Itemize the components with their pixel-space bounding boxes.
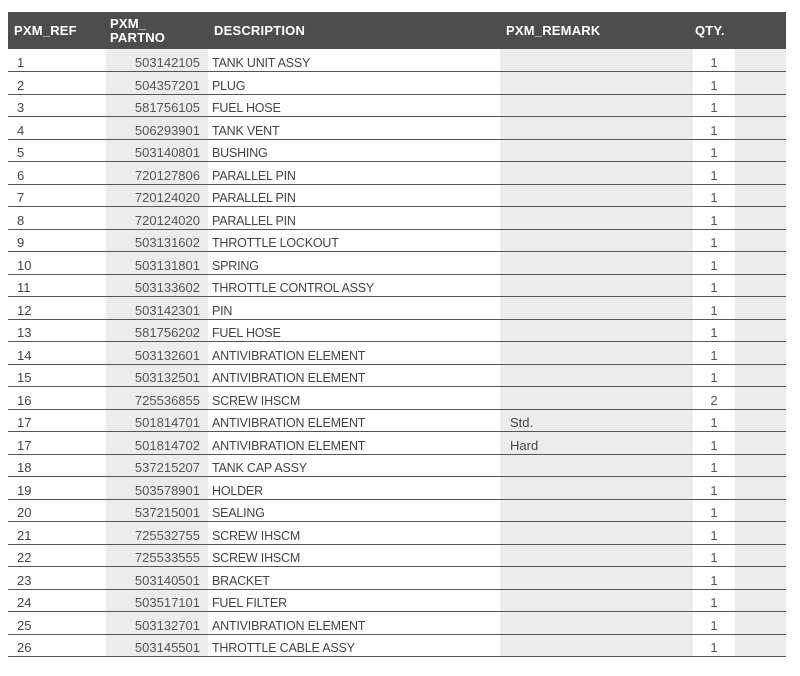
description-cell: HOLDER: [208, 477, 500, 500]
partno-cell: 503131602: [106, 229, 208, 252]
description-cell: TANK CAP ASSY: [208, 454, 500, 477]
qty-cell: 1: [693, 432, 735, 455]
partno-cell: 503142301: [106, 297, 208, 320]
ref-cell: 14: [8, 342, 106, 365]
qty-cell: 1: [693, 477, 735, 500]
ref-cell: 5: [8, 139, 106, 162]
remark-cell: [500, 319, 693, 342]
table-row: [8, 567, 786, 590]
description-cell: PLUG: [208, 72, 500, 95]
partno-cell: 501814702: [106, 432, 208, 455]
blank-cell: [735, 162, 786, 185]
blank-cell: [735, 522, 786, 545]
remark-cell: [500, 184, 693, 207]
header-description: DESCRIPTION: [214, 22, 306, 38]
ref-cell: 23: [8, 567, 106, 590]
blank-cell: [735, 612, 786, 635]
remark-cell: [500, 139, 693, 162]
remark-cell: [500, 49, 693, 72]
table-row: [8, 139, 786, 162]
header-blank: [735, 12, 786, 49]
description-cell: FUEL HOSE: [208, 319, 500, 342]
table-row: [8, 72, 786, 95]
qty-cell: 1: [693, 342, 735, 365]
partno-cell: 537215001: [106, 499, 208, 522]
qty-cell: 1: [693, 589, 735, 612]
description-cell: FUEL HOSE: [208, 94, 500, 117]
qty-cell: 1: [693, 612, 735, 635]
description-cell: ANTIVIBRATION ELEMENT: [208, 409, 500, 432]
blank-cell: [735, 432, 786, 455]
partno-cell: 503131801: [106, 252, 208, 275]
qty-cell: 1: [693, 544, 735, 567]
header-partno-line2: PARTNO: [110, 29, 166, 45]
table-row: [8, 387, 786, 410]
qty-cell: 1: [693, 522, 735, 545]
table-row: [8, 229, 786, 252]
description-cell: THROTTLE CONTROL ASSY: [208, 274, 500, 297]
parts-table-container: [8, 12, 786, 657]
remark-cell: [500, 364, 693, 387]
qty-cell: 1: [693, 184, 735, 207]
partno-cell: 503145501: [106, 634, 208, 657]
table-row: [8, 589, 786, 612]
description-cell: ANTIVIBRATION ELEMENT: [208, 342, 500, 365]
blank-cell: [735, 139, 786, 162]
qty-cell: 1: [693, 72, 735, 95]
blank-cell: [735, 252, 786, 275]
remark-cell: [500, 612, 693, 635]
remark-cell: [500, 522, 693, 545]
remark-cell: [500, 274, 693, 297]
table-row: [8, 252, 786, 275]
partno-cell: 725533555: [106, 544, 208, 567]
qty-cell: 1: [693, 162, 735, 185]
partno-cell: 581756105: [106, 94, 208, 117]
description-cell: BUSHING: [208, 139, 500, 162]
table-row: [8, 184, 786, 207]
qty-cell: 1: [693, 454, 735, 477]
blank-cell: [735, 274, 786, 297]
ref-cell: 15: [8, 364, 106, 387]
partno-cell: 503140801: [106, 139, 208, 162]
ref-cell: 4: [8, 117, 106, 140]
remark-cell: [500, 162, 693, 185]
blank-cell: [735, 184, 786, 207]
remark-cell: [500, 252, 693, 275]
blank-cell: [735, 567, 786, 590]
blank-cell: [735, 499, 786, 522]
blank-cell: [735, 364, 786, 387]
blank-cell: [735, 229, 786, 252]
description-cell: ANTIVIBRATION ELEMENT: [208, 612, 500, 635]
description-cell: BRACKET: [208, 567, 500, 590]
ref-cell: 2: [8, 72, 106, 95]
description-cell: ANTIVIBRATION ELEMENT: [208, 432, 500, 455]
table-row: [8, 274, 786, 297]
remark-cell: [500, 94, 693, 117]
qty-cell: 1: [693, 94, 735, 117]
qty-cell: 1: [693, 207, 735, 230]
ref-cell: 21: [8, 522, 106, 545]
blank-cell: [735, 117, 786, 140]
description-cell: SCREW IHSCM: [208, 544, 500, 567]
remark-cell: [500, 297, 693, 320]
ref-cell: 6: [8, 162, 106, 185]
table-row: [8, 117, 786, 140]
remark-cell: [500, 387, 693, 410]
partno-cell: 720127806: [106, 162, 208, 185]
partno-cell: 503133602: [106, 274, 208, 297]
table-row: [8, 612, 786, 635]
remark-cell: [500, 477, 693, 500]
ref-cell: 17: [8, 409, 106, 432]
partno-cell: 503140501: [106, 567, 208, 590]
table-header-row: [8, 12, 786, 49]
table-row: [8, 544, 786, 567]
ref-cell: 22: [8, 544, 106, 567]
qty-cell: 1: [693, 567, 735, 590]
header-ref: PXM_REF: [14, 22, 77, 38]
remark-cell: [500, 117, 693, 140]
table-row: [8, 94, 786, 117]
description-cell: PARALLEL PIN: [208, 162, 500, 185]
description-cell: FUEL FILTER: [208, 589, 500, 612]
partno-cell: 503142105: [106, 49, 208, 72]
remark-cell: [500, 567, 693, 590]
partno-cell: 581756202: [106, 319, 208, 342]
partno-cell: 503578901: [106, 477, 208, 500]
description-cell: PARALLEL PIN: [208, 184, 500, 207]
description-cell: PIN: [208, 297, 500, 320]
header-qty: QTY.: [695, 22, 725, 38]
qty-cell: 1: [693, 499, 735, 522]
partno-cell: 501814701: [106, 409, 208, 432]
remark-cell: [500, 342, 693, 365]
ref-cell: 26: [8, 634, 106, 657]
remark-cell: [500, 544, 693, 567]
partno-cell: 506293901: [106, 117, 208, 140]
description-cell: TANK VENT: [208, 117, 500, 140]
qty-cell: 1: [693, 364, 735, 387]
header-partno: [106, 12, 208, 49]
table-row: [8, 432, 786, 455]
table-row: [8, 342, 786, 365]
partno-cell: 537215207: [106, 454, 208, 477]
ref-cell: 1: [8, 49, 106, 72]
table-row: [8, 319, 786, 342]
ref-cell: 3: [8, 94, 106, 117]
remark-cell: [500, 207, 693, 230]
ref-cell: 16: [8, 387, 106, 410]
ref-cell: 19: [8, 477, 106, 500]
remark-cell: Std.: [500, 409, 693, 432]
ref-cell: 10: [8, 252, 106, 275]
blank-cell: [735, 544, 786, 567]
blank-cell: [735, 49, 786, 72]
description-cell: SPRING: [208, 252, 500, 275]
qty-cell: 2: [693, 387, 735, 410]
table-row: [8, 634, 786, 657]
partno-cell: 503132601: [106, 342, 208, 365]
remark-cell: [500, 229, 693, 252]
partno-cell: 503517101: [106, 589, 208, 612]
table-row: [8, 409, 786, 432]
partno-cell: 504357201: [106, 72, 208, 95]
table-row: [8, 162, 786, 185]
parts-table: [8, 12, 786, 657]
partno-cell: 720124020: [106, 184, 208, 207]
qty-cell: 1: [693, 634, 735, 657]
qty-cell: 1: [693, 319, 735, 342]
table-row: [8, 364, 786, 387]
table-row: [8, 207, 786, 230]
blank-cell: [735, 319, 786, 342]
partno-cell: 720124020: [106, 207, 208, 230]
table-row: [8, 499, 786, 522]
partno-cell: 725532755: [106, 522, 208, 545]
qty-cell: 1: [693, 229, 735, 252]
remark-cell: [500, 589, 693, 612]
blank-cell: [735, 342, 786, 365]
description-cell: SCREW IHSCM: [208, 522, 500, 545]
header-partno-line1: PXM_: [110, 15, 147, 31]
remark-cell: [500, 454, 693, 477]
table-row: [8, 522, 786, 545]
blank-cell: [735, 454, 786, 477]
remark-cell: [500, 72, 693, 95]
ref-cell: 13: [8, 319, 106, 342]
description-cell: ANTIVIBRATION ELEMENT: [208, 364, 500, 387]
ref-cell: 25: [8, 612, 106, 635]
blank-cell: [735, 387, 786, 410]
description-cell: THROTTLE CABLE ASSY: [208, 634, 500, 657]
ref-cell: 7: [8, 184, 106, 207]
description-cell: SCREW IHSCM: [208, 387, 500, 410]
table-body: [8, 49, 786, 657]
qty-cell: 1: [693, 139, 735, 162]
remark-cell: [500, 634, 693, 657]
remark-cell: Hard: [500, 432, 693, 455]
table-row: [8, 477, 786, 500]
description-cell: THROTTLE LOCKOUT: [208, 229, 500, 252]
remark-cell: [500, 499, 693, 522]
ref-cell: 9: [8, 229, 106, 252]
qty-cell: 1: [693, 409, 735, 432]
ref-cell: 18: [8, 454, 106, 477]
blank-cell: [735, 297, 786, 320]
description-cell: PARALLEL PIN: [208, 207, 500, 230]
blank-cell: [735, 94, 786, 117]
ref-cell: 8: [8, 207, 106, 230]
description-cell: SEALING: [208, 499, 500, 522]
ref-cell: 24: [8, 589, 106, 612]
blank-cell: [735, 409, 786, 432]
qty-cell: 1: [693, 274, 735, 297]
table-row: [8, 297, 786, 320]
ref-cell: 17: [8, 432, 106, 455]
partno-cell: 503132501: [106, 364, 208, 387]
description-cell: TANK UNIT ASSY: [208, 49, 500, 72]
table-row: [8, 49, 786, 72]
ref-cell: 12: [8, 297, 106, 320]
blank-cell: [735, 72, 786, 95]
qty-cell: 1: [693, 49, 735, 72]
header-remark: PXM_REMARK: [506, 22, 601, 38]
ref-cell: 11: [8, 274, 106, 297]
qty-cell: 1: [693, 297, 735, 320]
blank-cell: [735, 477, 786, 500]
blank-cell: [735, 207, 786, 230]
partno-cell: 725536855: [106, 387, 208, 410]
table-row: [8, 454, 786, 477]
blank-cell: [735, 634, 786, 657]
qty-cell: 1: [693, 117, 735, 140]
ref-cell: 20: [8, 499, 106, 522]
qty-cell: 1: [693, 252, 735, 275]
partno-cell: 503132701: [106, 612, 208, 635]
blank-cell: [735, 589, 786, 612]
